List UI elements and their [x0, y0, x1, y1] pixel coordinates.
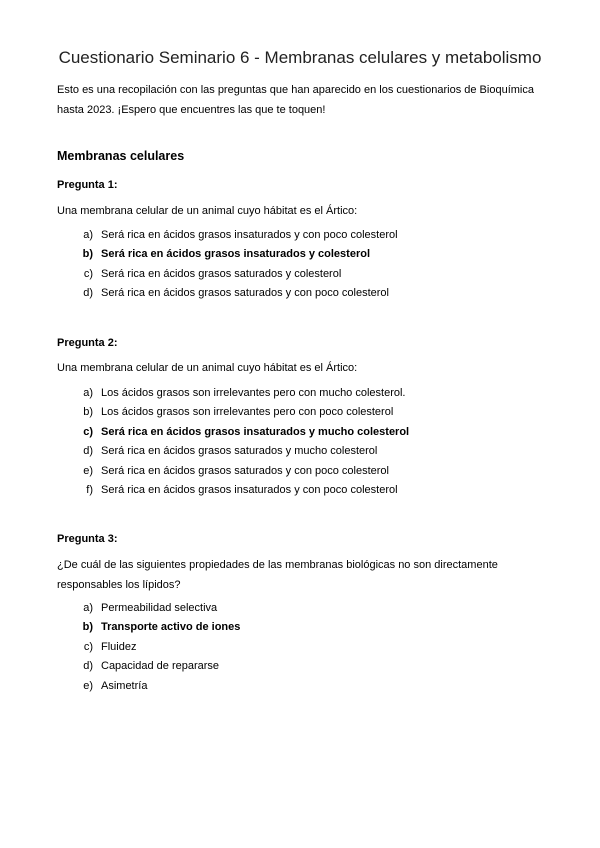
option-letter: a): [83, 229, 93, 241]
option-letter: a): [83, 602, 93, 614]
option-text: Será rica en ácidos grasos insaturados y con poco colesterol: [101, 229, 398, 241]
option-item: [70, 265, 398, 284]
option-text: Transporte activo de iones: [101, 621, 241, 634]
option-letter: d): [83, 445, 93, 458]
question-text: Una membrana celular de un animal cuyo hábitat es el Ártico:: [57, 362, 358, 374]
question-label: Pregunta 1:: [57, 179, 118, 191]
option-letter: d): [83, 287, 93, 300]
option-text: Será rica en ácidos grasos insaturados y con poco colesterol: [101, 484, 398, 497]
option-text: Los ácidos grasos son irrelevantes pero con poco colesterol: [101, 406, 394, 419]
option-item-correct: [70, 423, 409, 442]
options-list: [70, 384, 409, 500]
option-item: [70, 481, 409, 500]
options-list: [70, 599, 240, 696]
section-title: Membranas celulares: [57, 149, 185, 163]
option-text: Permeabilidad selectiva: [101, 602, 218, 614]
option-item: [70, 677, 240, 696]
option-text: Será rica en ácidos grasos saturados y con poco colesterol: [101, 464, 389, 477]
option-letter: f): [86, 484, 93, 497]
option-text: Los ácidos grasos son irrelevantes pero con mucho colesterol.: [101, 387, 406, 399]
option-letter: c): [83, 640, 93, 653]
option-letter: b): [83, 406, 93, 419]
option-text: Será rica en ácidos grasos saturados y con poco colesterol: [101, 287, 389, 300]
option-text: Será rica en ácidos grasos insaturados y colesterol: [101, 248, 371, 261]
option-item-correct: [70, 618, 240, 637]
option-item: [70, 657, 240, 676]
option-item-correct: [70, 245, 398, 264]
intro-paragraph: Esto es una recopilación con las preguntas que han aparecido en los cuestionarios de Bioquímica hasta 2023. ¡Espero que encuentres las que te toquen!: [57, 84, 534, 116]
option-text: Fluidez: [101, 640, 137, 653]
option-letter: b): [82, 248, 93, 261]
question-text: Una membrana celular de un animal cuyo hábitat es el Ártico:: [57, 205, 358, 217]
option-item: [70, 599, 240, 618]
document-title: Cuestionario Seminario 6 - Membranas celulares y metabolismo: [58, 48, 542, 67]
option-letter: d): [83, 660, 93, 673]
question-text: ¿De cuál de las siguientes propiedades de las membranas biológicas no son directamente responsables los lípidos?: [57, 559, 498, 591]
option-letter: b): [82, 621, 93, 634]
option-letter: c): [83, 267, 93, 280]
option-item: [70, 638, 240, 657]
option-text: Asimetría: [101, 679, 148, 692]
option-text: Será rica en ácidos grasos saturados y mucho colesterol: [101, 445, 378, 458]
question-label: Pregunta 3:: [57, 533, 118, 545]
option-item: [70, 403, 409, 422]
option-text: Será rica en ácidos grasos insaturados y mucho colesterol: [101, 425, 410, 438]
question-label: Pregunta 2:: [57, 337, 118, 349]
option-item: [70, 384, 409, 403]
options-list: [70, 226, 398, 304]
option-item: [70, 226, 398, 245]
option-text: Capacidad de repararse: [101, 660, 220, 673]
option-item: [70, 442, 409, 461]
option-letter: e): [83, 679, 93, 692]
option-letter: a): [83, 387, 93, 399]
option-item: [70, 462, 409, 481]
option-letter: c): [83, 425, 93, 438]
option-letter: e): [83, 464, 93, 477]
option-item: [70, 284, 398, 303]
option-text: Será rica en ácidos grasos saturados y colesterol: [101, 267, 342, 280]
